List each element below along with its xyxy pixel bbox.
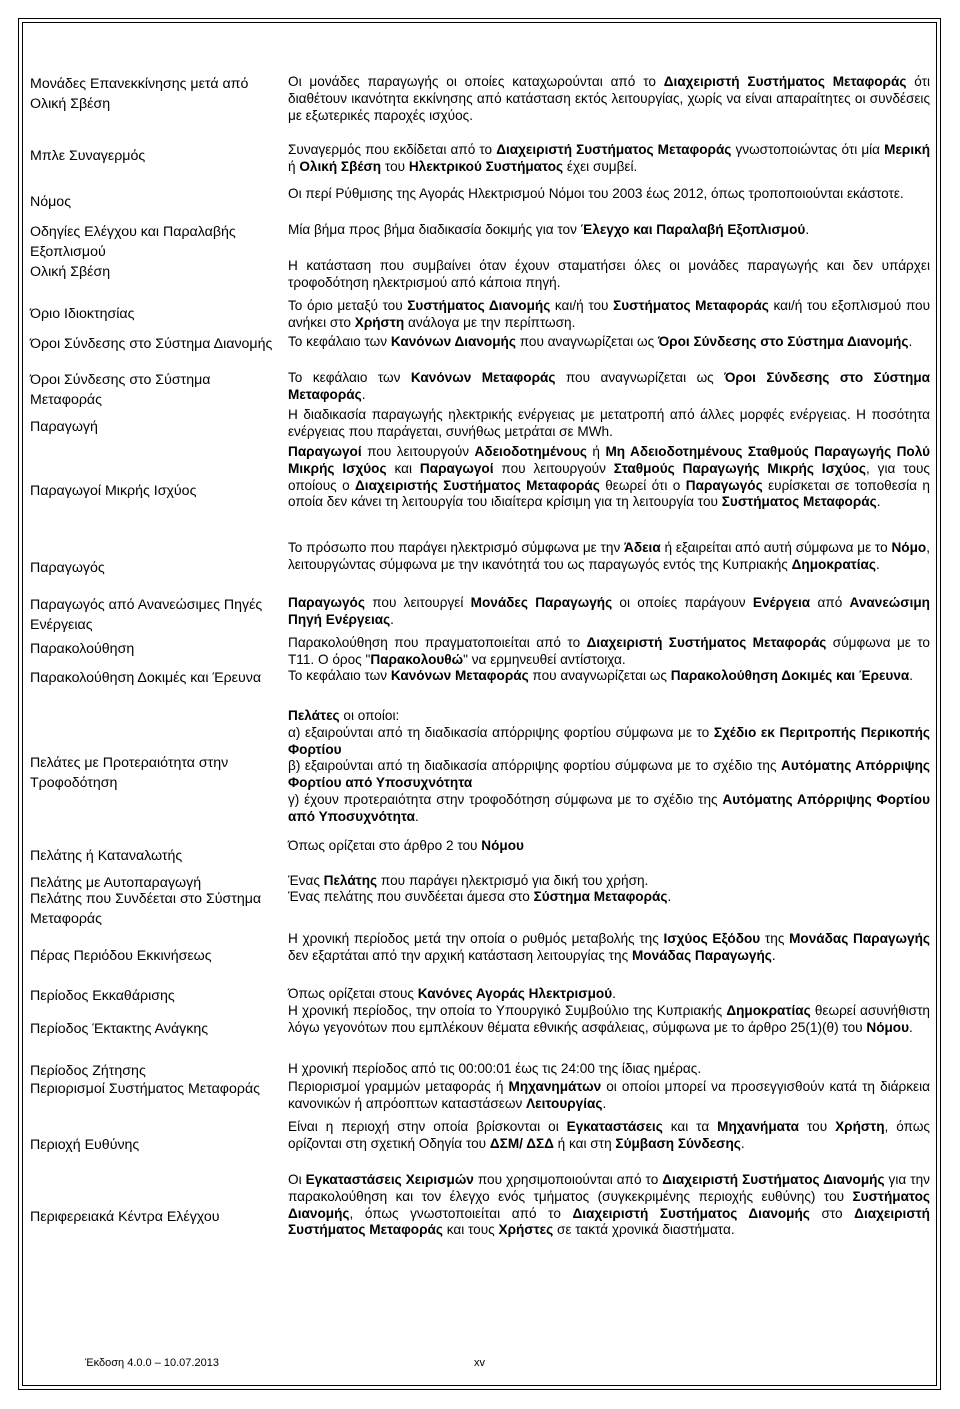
term-label: Πέρας Περιόδου Εκκινήσεως — [30, 948, 212, 964]
term-label: Περιορισμοί Συστήματος Μεταφοράς — [30, 1081, 260, 1097]
definition-text: Η διαδικασία παραγωγής ηλεκτρικής ενέργειας με μετατροπή από άλλες μορφές ενέργειας. Η ποσότητα ενέργειας που παράγεται, συνήθως μετράται σε MWh. — [288, 407, 930, 439]
term-label: Παραγωγή — [30, 419, 98, 435]
term-label: Όροι Σύνδεσης στο Σύστημα Διανομής — [30, 336, 273, 352]
definition-text: Οι Εγκαταστάσεις Χειρισμών που χρησιμοποιούνται από το Διαχειριστή Συστήματος Διανομής για την παρακολούθηση και τον έλεγχο ενός τμήματος (συγκεκριμένης περιοχής ευθύνης) του Συστήματος Διανομής, όπως γνωστοποιείται από το Διαχειριστή Συστήματος Διανομής στο Διαχειριστή Συστήματος Μεταφοράς και τους Χρήστες σε τακτά χρονικά διαστήματα. — [288, 1172, 930, 1238]
definition-text: Όπως ορίζεται στο άρθρο 2 του Νόμου — [288, 838, 524, 853]
term-label: Παραγωγός από Ανανεώσιμες Πηγές Ενέργειας — [30, 597, 263, 633]
term-label: Μονάδες Επανεκκίνησης μετά από Ολική Σβέση — [30, 76, 249, 112]
edition-footer: Έκδοση 4.0.0 – 10.07.2013 — [85, 1357, 219, 1369]
definition-text: Το όριο μεταξύ του Συστήματος Διανομής και/ή του Συστήματος Μεταφοράς και/ή του εξοπλισμού που ανήκει στο Χρήστη ανάλογα με την περίπτωση. — [288, 298, 931, 330]
term-label: Όροι Σύνδεσης στο Σύστημα Μεταφοράς — [30, 372, 211, 408]
term-label: Ολική Σβέση — [30, 264, 111, 280]
definition-text: Οι μονάδες παραγωγής οι οποίες καταχωρούνται από το Διαχειριστή Συστήματος Μεταφοράς ότι διαθέτουν ικανότητα εκκίνησης από κατάσταση εκτός λειτουργίας, χωρίς να είναι απαραίτητες οι συνδέσεις με εξωτερικές παροχές ισχύος. — [288, 74, 930, 123]
term-label: Μπλε Συναγερμός — [30, 148, 146, 164]
definition-text: Περιορισμοί γραμμών μεταφοράς ή Μηχανημάτων οι οποίοι μπορεί να προσεγγισθούν κατά τη διάρκεια κανονικών ή απρόοπτων καταστάσεων Λειτουργίας. — [288, 1079, 930, 1111]
term-label: Παραγωγοί Μικρής Ισχύος — [30, 483, 197, 499]
term-label: Όριο Ιδιοκτησίας — [30, 306, 135, 322]
term-label: Περίοδος Ζήτησης — [30, 1063, 146, 1079]
definition-text: Παραγωγοί που λειτουργούν Αδειοδοτημένους ή Μη Αδειοδοτημένους Σταθμούς Παραγωγής Πολύ Μικρής Ισχύος και Παραγωγοί που λειτουργούν Σταθμούς Παραγωγής Μικρής Ισχύος, για τους οποίους ο Διαχειριστής Συστήματος Μεταφοράς θεωρεί ότι ο Παραγωγός ευρίσκεται σε τοποθεσία η οποία δεν κάνει τη λειτουργία του ιδιαίτερα κρίσιμη για τη λειτουργία του Συστήματος Μεταφοράς. — [288, 444, 930, 510]
definition-text: Παρακολούθηση που πραγματοποιείται από το Διαχειριστή Συστήματος Μεταφοράς σύμφωνα με το Τ11. Ο όρος "Παρακολουθώ" να ερμηνευθεί αντίστοιχα. — [288, 635, 930, 667]
definition-text: Η χρονική περίοδος από τις 00:00:01 έως τις 24:00 της ίδιας ημέρας. — [288, 1061, 702, 1076]
definition-text: Συναγερμός που εκδίδεται από το Διαχειριστή Συστήματος Μεταφοράς γνωστοποιώντας ότι μία Μερική ή Ολική Σβέση του Ηλεκτρικού Συστήματος έχει συμβεί. — [288, 142, 931, 174]
definition-text: Ένας πελάτης που συνδέεται άμεσα στο Σύστημα Μεταφοράς. — [288, 889, 672, 904]
term-label: Παρακολούθηση — [30, 641, 135, 657]
term-label: Περίοδος Έκτακτης Ανάγκης — [30, 1021, 209, 1037]
term-label: Πελάτες με Προτεραιότητα στην Τροφοδότηση — [30, 755, 229, 791]
definition-text: Το κεφάλαιο των Κανόνων Μεταφοράς που αναγνωρίζεται ως Όροι Σύνδεσης στο Σύστημα Μεταφοράς. — [288, 370, 930, 402]
definition-text: Μία βήμα προς βήμα διαδικασία δοκιμής για τον Έλεγχο και Παραλαβή Εξοπλισμού. — [288, 222, 810, 237]
definition-text: Όπως ορίζεται στους Κανόνες Αγοράς Ηλεκτρισμού. — [288, 986, 616, 1001]
definition-text: Το κεφάλαιο των Κανόνων Διανομής που αναγνωρίζεται ως Όροι Σύνδεσης στο Σύστημα Διανομής. — [288, 334, 913, 349]
definition-text: Η χρονική περίοδος, την οποία το Υπουργικό Συμβούλιο της Κυπριακής Δημοκρατίας θεωρεί ασυνήθιστη λόγω γεγονότων που εμπλέκουν θέματα εθνικής ασφάλειας, σύμφωνα με το άρθρο 25(1)(θ) του Νόμου. — [288, 1003, 930, 1035]
term-label: Πελάτης ή Καταναλωτής — [30, 848, 183, 864]
term-label: Περίοδος Εκκαθάρισης — [30, 988, 175, 1004]
definition-text: Η χρονική περίοδος μετά την οποία ο ρυθμός μεταβολής της Ισχύος Εξόδου της Μονάδας Παραγωγής δεν εξαρτάται από την αρχική κατάσταση λειτουργίας της Μονάδας Παραγωγής. — [288, 931, 930, 963]
definition-text: Το πρόσωπο που παράγει ηλεκτρισμό σύμφωνα με την Άδεια ή εξαιρείται από αυτή σύμφωνα με το Νόμο, λειτουργώντας σύμφωνα με την ικανότητά του ως παραγωγός εντός της Κυπριακής Δημοκρατίας. — [288, 540, 930, 572]
term-label: Περιοχή Ευθύνης — [30, 1137, 140, 1153]
term-label: Παρακολούθηση Δοκιμές και Έρευνα — [30, 670, 262, 686]
definition-text: Είναι η περιοχή στην οποία βρίσκονται οι Εγκαταστάσεις και τα Μηχανήματα του Χρήστη, όπως ορίζονται στη σχετική Οδηγία του ΔΣΜ/ ΔΣΔ ή και στη Σύμβαση Σύνδεσης. — [288, 1119, 930, 1151]
definition-text: Οι περί Ρύθμισης της Αγοράς Ηλεκτρισμού Νόμοι του 2003 έως 2012, όπως τροποποιούνται εκάστοτε. — [288, 186, 904, 201]
term-label: Πελάτης που Συνδέεται στο Σύστημα Μεταφοράς — [30, 891, 262, 927]
term-label: Οδηγίες Ελέγχου και Παραλαβής Εξοπλισμού — [30, 224, 236, 260]
definition-text: Το κεφάλαιο των Κανόνων Μεταφοράς που αναγνωρίζεται ως Παρακολούθηση Δοκιμές και Έρευνα. — [288, 668, 914, 683]
page-number: xv — [474, 1357, 485, 1369]
definition-text: Ένας Πελάτης που παράγει ηλεκτρισμό για δική του χρήση. — [288, 873, 649, 888]
term-label: Νόμος — [30, 194, 72, 210]
term-label: Πελάτης με Αυτοπαραγωγή — [30, 875, 202, 891]
definition-text: Πελάτες οι οποίοι: α) εξαιρούνται από τη διαδικασία απόρριψης φορτίου σύμφωνα με το Σχέδιο εκ Περιτροπής Περικοπής Φορτίου β) εξαιρούνται από τη διαδικασία απόρριψης φορτίου σύμφωνα με το σχέδιο της Αυτόματης Απόρριψης Φορτίου από Υποσυχνότητα γ) έχουν προτεραιότητα στην τροφοδότηση σύμφωνα με το σχέδιο της Αυτόματης Απόρριψης Φορτίου από Υποσυχνότητα. — [288, 708, 931, 824]
term-label: Περιφερειακά Κέντρα Ελέγχου — [30, 1209, 220, 1225]
definition-text: Παραγωγός που λειτουργεί Μονάδες Παραγωγής οι οποίες παράγουν Ενέργεια από Ανανεώσιμη Πηγή Ενέργειας. — [288, 595, 930, 627]
definition-text: Η κατάσταση που συμβαίνει όταν έχουν σταματήσει όλες οι μονάδες παραγωγής και δεν υπάρχει τροφοδότηση ηλεκτρισμού από κάποια πηγή. — [288, 258, 930, 290]
term-label: Παραγωγός — [30, 560, 105, 576]
